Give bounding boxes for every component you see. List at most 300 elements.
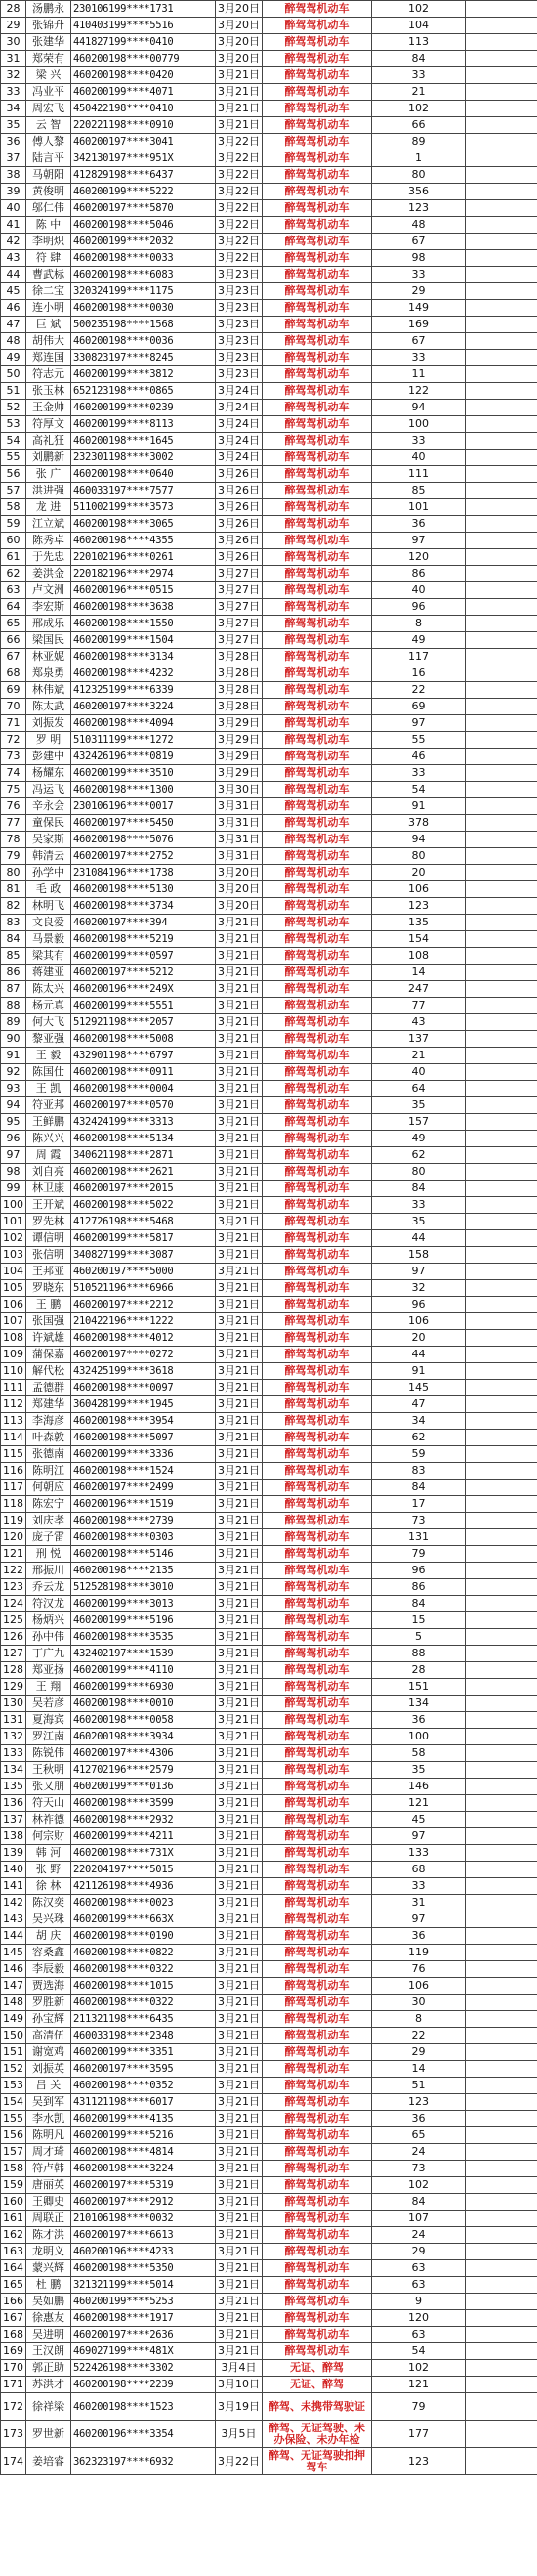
id-number: 340827199****3087 [71,1247,216,1264]
blank-cell [466,848,537,865]
row-number: 62 [1,566,26,582]
violation-date: 3月22日 [216,167,263,184]
violation-date: 3月21日 [216,1247,263,1264]
id-number: 522426198****3302 [71,2360,216,2377]
violation-date: 3月23日 [216,350,263,366]
table-row [1,1147,537,1164]
id-number: 460200198****1015 [71,1978,216,1995]
blank-cell [466,217,537,234]
id-number: 460200199****3351 [71,2044,216,2061]
id-number: 511002199****3573 [71,499,216,516]
table-row [1,400,537,416]
violation-type: 醉驾驾机动车 [263,715,372,732]
table-row [1,1097,537,1114]
blank-cell [466,1413,537,1430]
violation-type: 醉驾驾机动车 [263,267,372,283]
person-name: 马朝阳 [26,167,71,184]
table-row [1,1812,537,1828]
person-name: 毛 政 [26,881,71,898]
violation-date: 3月21日 [216,1297,263,1313]
record-count: 378 [372,815,466,832]
id-number: 460200198****0097 [71,1380,216,1396]
violation-type: 醉驾驾机动车 [263,1264,372,1280]
blank-cell [466,2260,537,2277]
row-number: 83 [1,915,26,931]
person-name: 罗先林 [26,1214,71,1230]
id-number: 460200198****5350 [71,2260,216,2277]
violation-type: 醉驾驾机动车 [263,1396,372,1413]
person-name: 李海彦 [26,1413,71,1430]
record-count: 119 [372,1945,466,1961]
table-row [1,1,537,18]
person-name: 郑连国 [26,350,71,366]
violation-type: 醉驾驾机动车 [263,1230,372,1247]
table-row [1,516,537,533]
person-name: 杜 鹏 [26,2277,71,2294]
violation-type: 醉驾驾机动车 [263,566,372,582]
violation-date: 3月20日 [216,865,263,881]
violation-type: 醉驾驾机动车 [263,1363,372,1380]
table-row [1,549,537,566]
blank-cell [466,2244,537,2260]
table-row [1,848,537,865]
table-row [1,1264,537,1280]
table-row [1,2448,537,2475]
violation-date: 3月21日 [216,1928,263,1945]
violation-type: 醉驾驾机动车 [263,632,372,649]
table-row [1,499,537,516]
record-count: 134 [372,1696,466,1712]
record-count: 96 [372,1297,466,1313]
violation-type: 醉驾驾机动车 [263,1197,372,1214]
table-row [1,1712,537,1729]
violation-date: 3月21日 [216,1463,263,1480]
table-row [1,84,537,101]
violation-date: 3月22日 [216,184,263,200]
id-number: 432424199****3313 [71,1114,216,1131]
row-number: 32 [1,67,26,84]
record-count: 24 [372,2144,466,2161]
row-number: 153 [1,2078,26,2094]
blank-cell [466,1629,537,1646]
violation-type: 醉驾驾机动车 [263,2144,372,2161]
person-name: 许斌雄 [26,1330,71,1347]
violation-date: 3月21日 [216,1529,263,1546]
violation-type: 醉驾驾机动车 [263,1413,372,1430]
blank-cell [466,915,537,931]
blank-cell [466,1280,537,1297]
record-count: 73 [372,1513,466,1529]
row-number: 76 [1,798,26,815]
id-number: 460200198****4232 [71,665,216,682]
violation-type: 醉驾驾机动车 [263,1629,372,1646]
id-number: 460200198****6083 [71,267,216,283]
record-count: 48 [372,217,466,234]
row-number: 98 [1,1164,26,1181]
id-number: 460200198****3734 [71,898,216,915]
violation-type: 醉驾驾机动车 [263,483,372,499]
violation-date: 3月31日 [216,798,263,815]
record-count: 35 [372,1762,466,1779]
row-number: 31 [1,51,26,67]
violation-type: 醉驾驾机动车 [263,1297,372,1313]
blank-cell [466,1114,537,1131]
person-name: 王秋明 [26,1762,71,1779]
blank-cell [466,682,537,699]
violation-date: 3月21日 [216,1147,263,1164]
violation-type: 醉驾驾机动车 [263,1048,372,1064]
id-number: 230106199****1731 [71,1,216,18]
row-number: 138 [1,1828,26,1845]
table-row [1,2078,537,2094]
id-number: 460200199****4110 [71,1662,216,1679]
blank-cell [466,616,537,632]
record-count: 79 [372,2393,466,2421]
person-name: 李宏斯 [26,599,71,616]
person-name: 王 毅 [26,1048,71,1064]
record-count: 86 [372,566,466,582]
violation-date: 3月21日 [216,1413,263,1430]
table-row [1,1945,537,1961]
record-count: 100 [372,1729,466,1745]
person-name: 贾选海 [26,1978,71,1995]
table-row [1,1895,537,1911]
row-number: 92 [1,1064,26,1081]
person-name: 曹武标 [26,267,71,283]
table-row [1,101,537,117]
record-count: 21 [372,84,466,101]
id-number: 460200198****2621 [71,1164,216,1181]
person-name: 徐惠友 [26,2310,71,2327]
violation-date: 3月21日 [216,2011,263,2028]
record-count: 84 [372,1181,466,1197]
blank-cell [466,1147,537,1164]
record-count: 100 [372,416,466,433]
id-number: 460200198****4355 [71,533,216,549]
record-count: 76 [372,1961,466,1978]
row-number: 53 [1,416,26,433]
blank-cell [466,416,537,433]
violation-date: 3月24日 [216,416,263,433]
violation-date: 3月21日 [216,1845,263,1862]
id-number: 460200199****663X [71,1911,216,1928]
record-count: 120 [372,549,466,566]
person-name: 梁国民 [26,632,71,649]
person-name: 何大飞 [26,1014,71,1031]
blank-cell [466,1363,537,1380]
violation-date: 3月21日 [216,1795,263,1812]
row-number: 54 [1,433,26,450]
person-name: 周联正 [26,2211,71,2227]
table-row [1,1247,537,1264]
row-number: 114 [1,1430,26,1446]
row-number: 121 [1,1546,26,1563]
id-number: 460200199****5216 [71,2127,216,2144]
table-row [1,765,537,782]
table-row [1,1031,537,1048]
violation-type: 无证、醉驾 [263,2377,372,2393]
id-number: 460200198****2739 [71,1513,216,1529]
blank-cell [466,283,537,300]
table-row [1,1995,537,2011]
violation-type: 醉驾驾机动车 [263,499,372,516]
record-count: 36 [372,1712,466,1729]
blank-cell [466,2111,537,2127]
id-number: 362323197****6932 [71,2448,216,2475]
record-count: 104 [372,18,466,34]
table-row [1,865,537,881]
table-row [1,1297,537,1313]
person-name: 徐 林 [26,1878,71,1895]
blank-cell [466,333,537,350]
person-name: 孙宝辉 [26,2011,71,2028]
violation-date: 3月23日 [216,300,263,317]
row-number: 64 [1,599,26,616]
row-number: 82 [1,898,26,915]
id-number: 230106196****0017 [71,798,216,815]
row-number: 103 [1,1247,26,1264]
record-count: 97 [372,533,466,549]
violation-type: 醉驾驾机动车 [263,682,372,699]
blank-cell [466,2327,537,2343]
row-number: 70 [1,699,26,715]
record-count: 97 [372,1911,466,1928]
blank-cell [466,1878,537,1895]
blank-cell [466,1961,537,1978]
blank-cell [466,1945,537,1961]
id-number: 460200199****3510 [71,765,216,782]
violation-date: 3月21日 [216,2194,263,2211]
violation-type: 醉驾驾机动车 [263,749,372,765]
person-name: 姜培睿 [26,2448,71,2475]
row-number: 102 [1,1230,26,1247]
record-count: 177 [372,2421,466,2448]
row-number: 162 [1,2227,26,2244]
id-number: 460200198****1917 [71,2310,216,2327]
table-row [1,948,537,965]
person-name: 江立斌 [26,516,71,533]
row-number: 173 [1,2421,26,2448]
violation-date: 3月29日 [216,765,263,782]
table-row [1,998,537,1014]
violation-date: 3月21日 [216,1978,263,1995]
table-row [1,117,537,134]
violation-type: 醉驾驾机动车 [263,732,372,749]
row-number: 158 [1,2161,26,2177]
violation-date: 3月21日 [216,1961,263,1978]
table-row [1,2343,537,2360]
violation-date: 3月21日 [216,1081,263,1097]
violation-date: 3月20日 [216,51,263,67]
blank-cell [466,1496,537,1513]
id-number: 460200196****249X [71,981,216,998]
blank-cell [466,1779,537,1795]
person-name: 周宏飞 [26,101,71,117]
blank-cell [466,582,537,599]
row-number: 151 [1,2044,26,2061]
blank-cell [466,1247,537,1264]
record-count: 67 [372,333,466,350]
row-number: 165 [1,2277,26,2294]
blank-cell [466,1845,537,1862]
table-row [1,2393,537,2421]
id-number: 460200199****5817 [71,1230,216,1247]
table-row [1,300,537,317]
person-name: 陈太兴 [26,981,71,998]
violation-date: 3月21日 [216,1596,263,1612]
person-name: 文良爱 [26,915,71,931]
person-name: 彭建中 [26,749,71,765]
id-number: 460200197****2499 [71,1480,216,1496]
violation-type: 醉驾驾机动车 [263,2194,372,2211]
violation-date: 3月21日 [216,1430,263,1446]
row-number: 37 [1,150,26,167]
violation-date: 3月21日 [216,1064,263,1081]
violation-date: 3月21日 [216,2294,263,2310]
record-count: 80 [372,1164,466,1181]
blank-cell [466,167,537,184]
violation-type: 醉驾驾机动车 [263,1164,372,1181]
table-row [1,2260,537,2277]
row-number: 164 [1,2260,26,2277]
person-name: 符亚邦 [26,1097,71,1114]
row-number: 133 [1,1745,26,1762]
record-count: 33 [372,1878,466,1895]
table-row [1,2360,537,2377]
id-number: 460200198****0822 [71,1945,216,1961]
id-number: 220182196****2974 [71,566,216,582]
blank-cell [466,400,537,416]
violation-date: 3月22日 [216,2448,263,2475]
violation-date: 3月21日 [216,2177,263,2194]
violation-type: 醉驾驾机动车 [263,1812,372,1828]
row-number: 42 [1,234,26,250]
person-name: 王金帅 [26,400,71,416]
table-row [1,2244,537,2260]
violation-type: 醉驾驾机动车 [263,2327,372,2343]
id-number: 460200197****2015 [71,1181,216,1197]
person-name: 于先忠 [26,549,71,566]
violation-type: 醉驾驾机动车 [263,998,372,1014]
person-name: 陆言平 [26,150,71,167]
id-number: 460033198****2348 [71,2028,216,2044]
row-number: 96 [1,1131,26,1147]
person-name: 郭正助 [26,2360,71,2377]
table-row [1,51,537,67]
row-number: 28 [1,1,26,18]
id-number: 460200196****0515 [71,582,216,599]
violation-type: 醉驾驾机动车 [263,699,372,715]
row-number: 110 [1,1363,26,1380]
violation-type: 醉驾驾机动车 [263,881,372,898]
table-row [1,1729,537,1745]
id-number: 469027199****481X [71,2343,216,2360]
record-count: 83 [372,1463,466,1480]
record-count: 47 [372,1396,466,1413]
person-name: 苏洪才 [26,2377,71,2393]
violation-type: 醉驾驾机动车 [263,2044,372,2061]
person-name: 马景毅 [26,931,71,948]
record-count: 121 [372,1795,466,1812]
violation-type: 醉驾驾机动车 [263,1031,372,1048]
id-number: 460200199****0597 [71,948,216,965]
record-count: 30 [372,1995,466,2011]
row-number: 148 [1,1995,26,2011]
violation-date: 3月21日 [216,1878,263,1895]
table-row [1,815,537,832]
violation-date: 3月21日 [216,2144,263,2161]
table-row [1,317,537,333]
record-count: 59 [372,1446,466,1463]
person-name: 冯业平 [26,84,71,101]
id-number: 210422196****1222 [71,1313,216,1330]
record-count: 111 [372,466,466,483]
row-number: 61 [1,549,26,566]
person-name: 徐祥梁 [26,2393,71,2421]
id-number: 460200197****3224 [71,699,216,715]
blank-cell [466,566,537,582]
blank-cell [466,1380,537,1396]
row-number: 58 [1,499,26,516]
record-count: 33 [372,433,466,450]
id-number: 460200197****2912 [71,2194,216,2211]
row-number: 152 [1,2061,26,2078]
record-count: 65 [372,2127,466,2144]
id-number: 460200198****0911 [71,1064,216,1081]
person-name: 乔云龙 [26,1579,71,1596]
id-number: 460200198****3638 [71,599,216,616]
record-count: 33 [372,765,466,782]
person-name: 王 翔 [26,1679,71,1696]
violation-date: 3月20日 [216,18,263,34]
person-name: 庞子雷 [26,1529,71,1546]
record-count: 123 [372,898,466,915]
violation-date: 3月21日 [216,1114,263,1131]
id-number: 460200198****5022 [71,1197,216,1214]
violation-type: 醉驾驾机动车 [263,865,372,881]
id-number: 460200198****0640 [71,466,216,483]
violation-date: 3月31日 [216,815,263,832]
violation-type: 醉驾驾机动车 [263,1563,372,1579]
violation-type: 醉驾驾机动车 [263,250,372,267]
record-count: 5 [372,1629,466,1646]
row-number: 35 [1,117,26,134]
record-count: 108 [372,948,466,965]
row-number: 157 [1,2144,26,2161]
row-number: 69 [1,682,26,699]
id-number: 460200198****3954 [71,1413,216,1430]
blank-cell [466,2094,537,2111]
blank-cell [466,2227,537,2244]
blank-cell [466,2144,537,2161]
violation-date: 3月21日 [216,948,263,965]
row-number: 107 [1,1313,26,1330]
id-number: 460200198****00779 [71,51,216,67]
record-count: 247 [372,981,466,998]
record-count: 97 [372,715,466,732]
blank-cell [466,2044,537,2061]
record-count: 49 [372,632,466,649]
record-count: 135 [372,915,466,931]
table-row [1,1446,537,1463]
record-count: 91 [372,1363,466,1380]
id-number: 460200198****3535 [71,1629,216,1646]
blank-cell [466,2421,537,2448]
blank-cell [466,2078,537,2094]
violation-type: 醉驾驾机动车 [263,1862,372,1878]
person-name: 罗江南 [26,1729,71,1745]
person-name: 周 霞 [26,1147,71,1164]
